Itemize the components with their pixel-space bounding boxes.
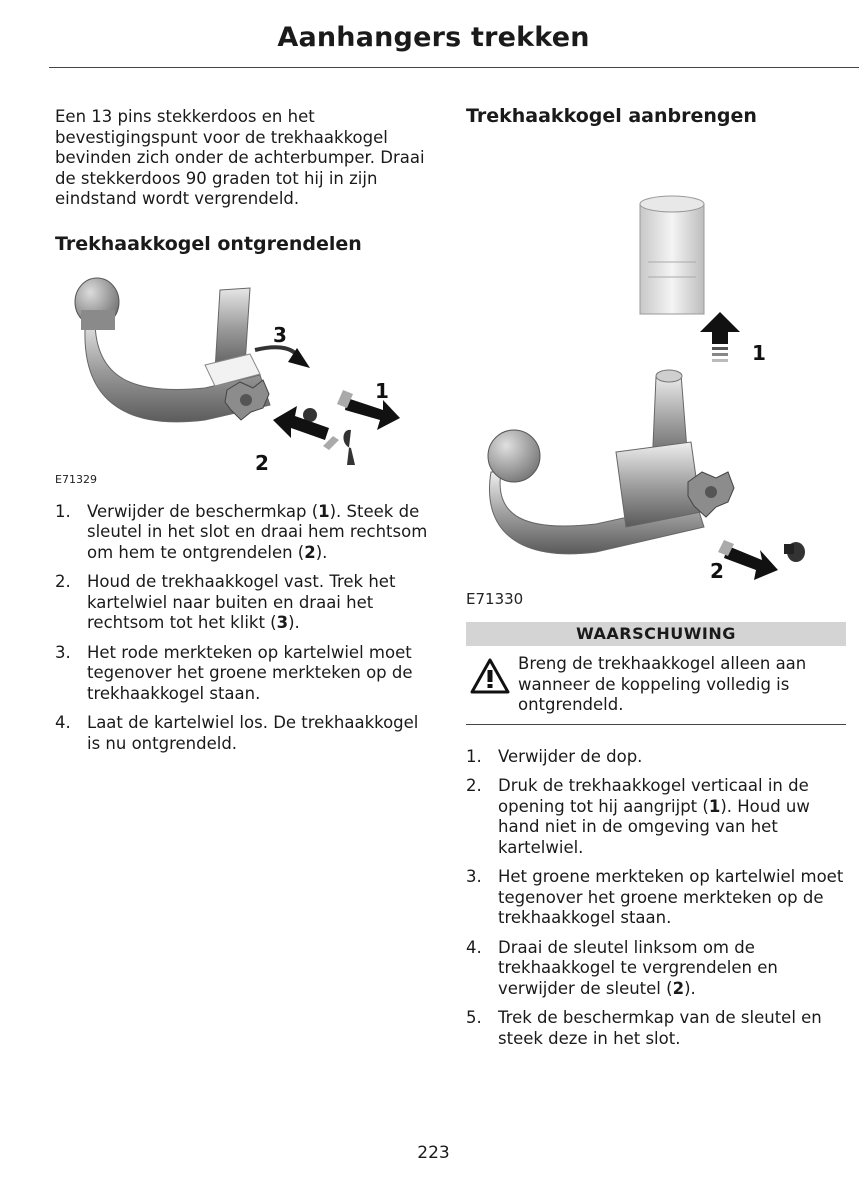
- page-title: Aanhangers trekken: [277, 22, 590, 53]
- figure-attach: [466, 132, 846, 580]
- towbar-unlock-illustration: [55, 270, 430, 492]
- callout-1: 1: [752, 341, 766, 365]
- list-item: 1. Verwijder de dop.: [466, 746, 643, 766]
- figure-code: E71329: [55, 472, 97, 486]
- section-heading-unlock: Trekhaakkogel ontgrendelen: [55, 232, 362, 255]
- right-column: [466, 104, 846, 1058]
- list-item: 4. Laat de kartelwiel los. De trekhaakkogel is nu ontgrendeld.: [55, 713, 419, 753]
- list-item: 5. Trek de beschermkap van de sleutel en steek deze in het slot.: [466, 1008, 822, 1048]
- unlock-steps: [55, 502, 430, 755]
- warning-box: [466, 622, 846, 725]
- left-column: [55, 107, 430, 763]
- attach-steps: [466, 747, 846, 1050]
- warning-title: WAARSCHUWING: [466, 622, 846, 646]
- intro-paragraph: Een 13 pins stekkerdoos en het bevestigingspunt voor de trekhaakkogel bevinden zich onder de achterbumper. Draai de stekkerdoos 90 graden tot hij in zijn eindstand wordt vergrendeld.: [55, 107, 425, 208]
- list-item: 2. Houd de trekhaakkogel vast. Trek het kartelwiel naar buiten en draai het rechtsom tot het klikt (3).: [55, 572, 396, 632]
- warning-triangle-icon: [470, 658, 510, 700]
- list-item: 3. Het groene merkteken op kartelwiel moet tegenover het groene merkteken op de trekhaakkogel staan.: [466, 867, 844, 927]
- list-item: 1. Verwijder de beschermkap (1). Steek de sleutel in het slot en draai hem rechtsom om hem te ontgrendelen (2).: [55, 501, 428, 562]
- callout-2: 2: [710, 559, 724, 580]
- list-item: 2. Druk de trekhaakkogel verticaal in de opening tot hij aangrijpt (1). Houd uw hand niet in de omgeving van het kartelwiel.: [466, 776, 810, 857]
- figure-unlock: [55, 270, 430, 492]
- section-heading-attach: Trekhaakkogel aanbrengen: [466, 105, 757, 127]
- figure-code: E71330: [466, 590, 524, 608]
- callout-1: 1: [375, 378, 389, 403]
- list-item: 3. Het rode merkteken op kartelwiel moet tegenover het groene merkteken op de trekhaakkogel staan.: [55, 642, 413, 703]
- callout-2: 2: [255, 450, 269, 475]
- title-divider: [49, 67, 859, 68]
- warning-body: [466, 646, 846, 725]
- warning-text: Breng de trekhaakkogel alleen aan wanneer de koppeling volledig is ontgrendeld.: [518, 654, 807, 714]
- callout-3: 3: [273, 322, 287, 347]
- page-number: 223: [417, 1143, 450, 1163]
- towbar-attach-illustration: [466, 132, 846, 580]
- list-item: 4. Draai de sleutel linksom om de trekhaakkogel te vergrendelen en verwijder de sleutel (2).: [466, 937, 778, 998]
